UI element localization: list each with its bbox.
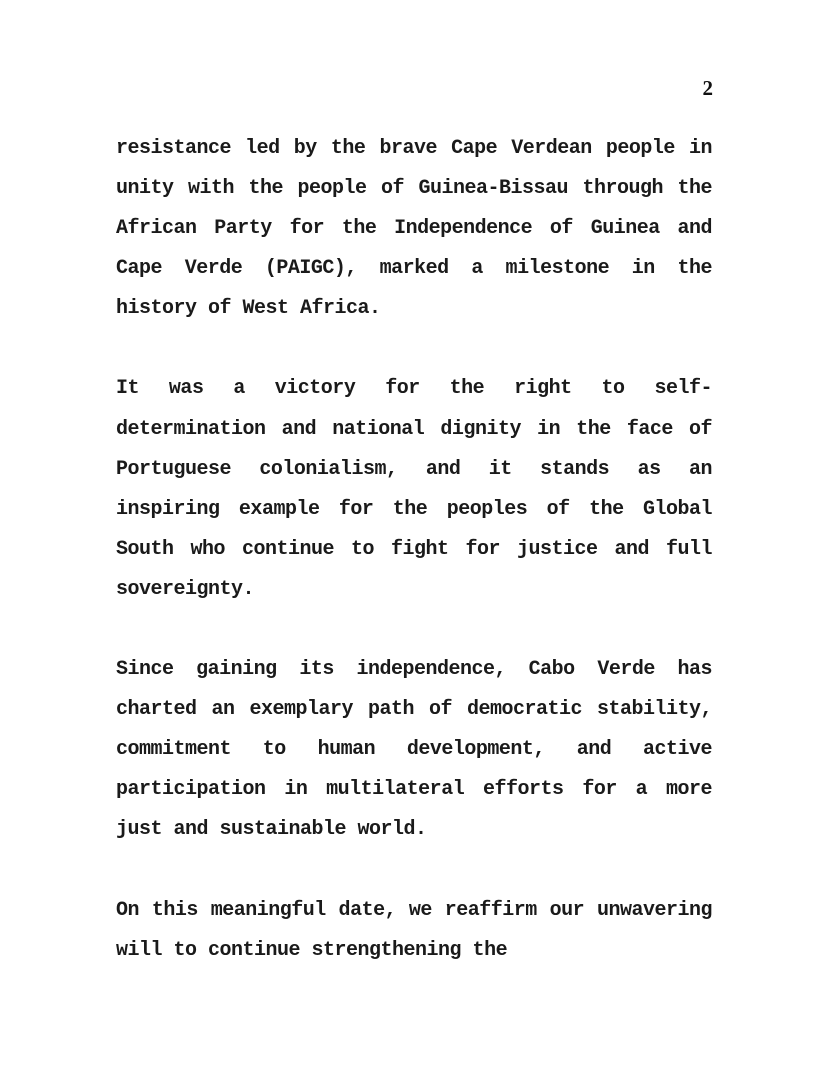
paragraph-3: Since gaining its independence, Cabo Verde has charted an exemplary path of democratic stability, commitment to human development, and active participation in multilateral efforts for a more just and sustainable world. bbox=[116, 658, 712, 842]
page-number: 2 bbox=[702, 76, 713, 100]
paragraph-1: resistance led by the brave Cape Verdean people in unity with the people of Guinea-Bissau through the African Party for the Independence of Guinea and Cape Verde (PAIGC), marked a milestone in the history of West Africa. bbox=[116, 137, 712, 321]
paragraph-2: It was a victory for the right to self-determination and national dignity in the face of Portuguese colonialism, and it stands as an inspiring example for the peoples of the Global South who continue to fight for justice and full sovereignty. bbox=[116, 377, 712, 601]
body-text bbox=[116, 129, 712, 1011]
paragraph-4: On this meaningful date, we reaffirm our unwavering will to continue strengthening the bbox=[116, 898, 712, 962]
